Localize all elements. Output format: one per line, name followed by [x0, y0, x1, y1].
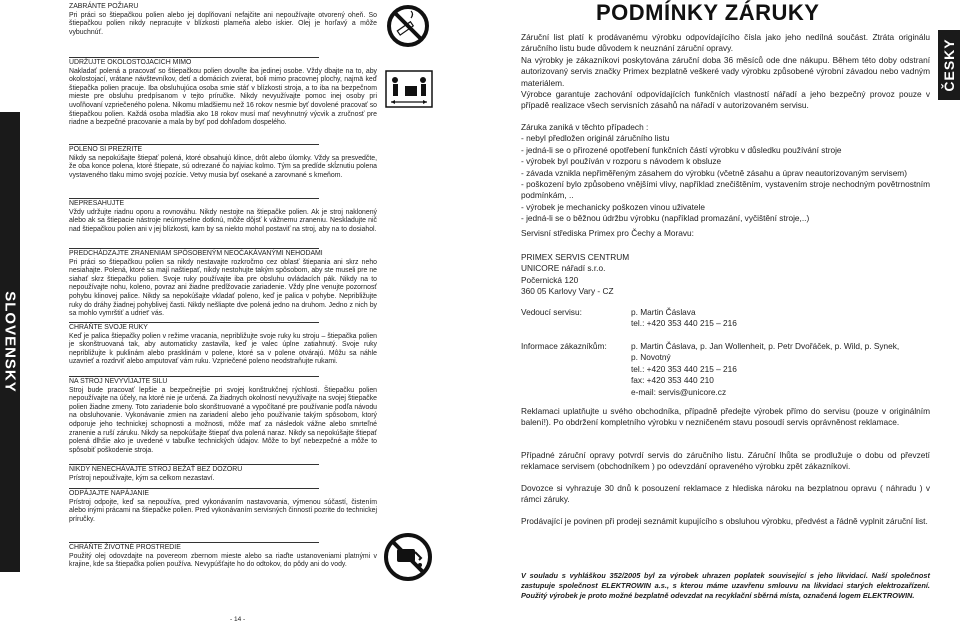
service-head-label: Vedoucí servisu: — [521, 307, 582, 317]
lapse-item: - poškození bylo způsobeno vnějšími vlivy, například znečištěním, vystavením stroje nechodným povětrnostním podmínkám, .. — [521, 179, 930, 201]
lapse-item: - výrobek je mechanicky poškozen vinou uživatele — [521, 201, 706, 212]
divider — [69, 542, 319, 543]
customer-info-value — [631, 341, 899, 398]
warranty-intro — [521, 32, 930, 112]
intro-paragraph: Záruční list platí k prodávanému výrobku odpovídajícího čísla jako jeho nedílná součást. Ztráta originálu záručního listu bude důvodem k neuznání záruční opravy. — [521, 32, 930, 54]
divider — [69, 198, 319, 199]
contact-line: p. Martin Čáslava, p. Jan Wollenheit, p. Petr Dvořáček, p. Wild, p. Synek, — [631, 341, 900, 351]
section-fire — [69, 3, 377, 37]
lapse-item: - závada vznikla nepřiměřeným zásahem do výrobku (včetně zásahu a úprav neautorizovaným servisem) — [521, 167, 907, 178]
section-heading: UDRŽUJTE OKOLOSTOJACICH MIMO — [69, 59, 192, 66]
lapse-heading: Záruka zaniká v těchto případech : — [521, 122, 649, 132]
contact-line: tel.: +420 353 440 215 – 216 — [631, 363, 737, 374]
contact-line: p. Martin Čáslava — [631, 307, 696, 317]
section-unattended — [69, 464, 377, 483]
section-body: Nikdy sa nepokúšajte štiepať polená, ktoré obsahujú klince, drôt alebo úlomky. Vždy sa presvedčte, že oba konce polena, ktoré štiepate, sú odrezané čo najviac kolmo. Tým sa predíde skĺznutiu polena vystaveného tlaku mimo svojej pozície. Vetvy musia byť osekané a zarovnané s kmeňom. — [69, 154, 377, 179]
claims-paragraph: Reklamaci uplatňujte u svého obchodníka, případně předejte výrobek přímo do servisu (pouze v originálním balení!). Po obdržení kompletního výrobku v nezničeném stavu posoudí servis oprávněnost reklamace. — [521, 406, 930, 428]
section-body: Prístroj nepoužívajte, kým sa celkom nezastaví. — [69, 474, 215, 482]
contact-line: fax: +420 353 440 210 — [631, 375, 714, 386]
side-tab-right-label: ČESKY — [941, 38, 957, 92]
recycling-footer: V souladu s vyhláškou 352/2005 byl za výrobek uhrazen poplatek související s jeho likvidací. Naší společnost zastupuje společnost ELEKTROWIN a.s., s kterou máme uzavřenu smlouvu na likvidaci starých elektrozařízení. Použitý výrobek je proto možné bezplatně odevzdat na recyklační sběrná místa, označená logem ELEKTROWIN. — [521, 571, 930, 601]
divider — [69, 322, 319, 323]
section-force — [69, 376, 377, 455]
intro-paragraph: Výrobce garantuje zachování odpovídajících funkčních vlastností nářadí a jeho bezpečný provoz pouze v případě realizace všech servisních zásahů na nářadí v autorizovaném servisu. — [521, 89, 930, 111]
divider — [69, 248, 319, 249]
section-body: Prístroj odpojte, keď sa nepoužíva, pred vykonávaním nastavovania, výmenou súčastí, čistením alebo inými prácami na štiepačke polien. Pred vykonávaním servisných činností pozrite do technickej príručky. — [69, 498, 377, 523]
section-body: Nakladať polená a pracovať so štiepačkou polien dovoľte iba jedinej osobe. Vždy dbajte na to, aby okolostojací, vrátane návštevníkov, detí a domácich zvierat, boli mimo pracovnej plochy, najmä keď štiepačka polien pracuje. Iba obsluhujúca osoba smie stáť v blízkosti stroja, a to iba na bezpečnom mieste pre obsluhu predpísanom v tejto príručke. Nikdy nevyužívajte pomoc inej osoby pri uvoľňovaní vzpriečeného polena. Nikomu mladšiemu než 16 rokov nesmie byť dovolené pracovať so štiepačkou polien. Každá osoba mladšia ako 18 rokov musí mať nevyhnutný výcvik a zručnosť pre riadne a bezpečné pracovanie a mala by byť pod dohľadom dospelého. — [69, 67, 377, 127]
customer-info-label: Informace zákazníkům: — [521, 341, 607, 351]
no-oil-dumping-icon — [383, 532, 433, 582]
lapse-item: - výrobek byl používán v rozporu s návodem k obsluze — [521, 156, 722, 167]
page-title: PODMÍNKY ZÁRUKY — [596, 0, 820, 25]
lapse-item: - jedná-li se o přirozené opotřebení funkčních částí výrobku v důsledku používání stroje — [521, 144, 842, 155]
section-accidents — [69, 248, 377, 319]
section-hands — [69, 322, 377, 367]
lapse-item: - nebyl předložen originál záručního listu — [521, 133, 670, 144]
intro-paragraph: Na výrobky je zákazníkovi poskytována záruční doba 36 měsíců ode dne nákupu. Během této doby odstraní autorizovaný servis značky Primex bezplatně veškeré vady výrobku způsobené výrobní závadou nebo vadným materiálem. — [521, 54, 930, 88]
section-body: Vždy udržujte riadnu oporu a rovnováhu. Nikdy nestojte na štiepačke polien. Ak je stroj naklonený alebo ak sa štiepacie nástroje neúmyselne dotknú, môže dôjsť k vážnemu zraneniu. Neskladujte nič nad štiepačkou polien ani v jej blízkosti, kam by sa niekto mohol postaviť na stroj, aby na to dosiahol. — [69, 208, 377, 233]
service-head-value — [631, 307, 737, 330]
section-body: Pri práci so štiepačkou polien alebo jej doplňovaní nefajčite ani nepoužívajte otvorený oheň. So štiepačkou polien nikdy nepracujte v blízkosti plameňa alebo iskier. Olej je horľavý a môže vybuchnúť. — [69, 11, 377, 36]
address-line: PRIMEX SERVIS CENTRUM — [521, 252, 630, 262]
email-link[interactable]: e-mail: servis@unicore.cz — [631, 386, 727, 397]
section-heading: POLENO SI PREZRITE — [69, 146, 143, 153]
section-bystanders — [69, 57, 377, 128]
section-inspect — [69, 144, 377, 180]
section-body: Použitý olej odovzdajte na povereom zbernom mieste alebo sa riaďte ustanoveniami platnými v krajine, kde sa štiepačka polien používa. Nevypúšťajte ho do odtokov, do pôdy ani do vody. — [69, 552, 377, 569]
section-heading: CHRÁŇTE ŽIVOTNÉ PROSTREDIE — [69, 544, 181, 551]
divider — [69, 488, 319, 489]
section-heading: ZABRÁNTE POŽIARU — [69, 3, 139, 10]
section-disconnect — [69, 488, 377, 524]
bystander-distance-icon — [385, 70, 433, 108]
section-heading: NIKDY NENECHÁVAJTE STROJ BEŽAŤ BEZ DOZORU — [69, 466, 243, 473]
divider — [69, 144, 319, 145]
section-heading: NA STROJ NEVYVÍJAJTE SILU — [69, 378, 168, 385]
address-line: Počernická 120 — [521, 274, 579, 285]
section-overreach — [69, 198, 377, 234]
service-address — [521, 252, 930, 298]
seller-paragraph: Prodávající je povinen při prodeji seznámit kupujícího s obsluhou výrobku, předvést a řádně vyplnit záruční list. — [521, 516, 928, 526]
section-heading: ODPÁJAJTE NAPÁJANIE — [69, 490, 150, 497]
section-heading: PREDCHÁDZAJTE ZRANENIAM SPÔSOBENÝM NEOČAKÁVANÝMI NEHODAMI — [69, 250, 323, 257]
page-number: - 14 - — [230, 616, 246, 623]
section-heading: CHRÁŇTE SVOJE RUKY — [69, 324, 148, 331]
side-tab-left-label: SLOVENSKY — [1, 291, 19, 393]
address-line: UNICORE nářadí s.r.o. — [521, 263, 606, 274]
address-line: 360 05 Karlovy Vary - CZ — [521, 286, 614, 297]
no-smoking-icon — [386, 4, 430, 48]
contact-line: p. Novotný — [631, 352, 671, 363]
repairs-paragraph: Případné záruční opravy potvrdí servis do záručního listu. Záruční lhůta se prodlužuje o dobu od převzetí reklamace servisem (obchodníkem ) po odevzdání opraveného výrobku zpět zákazníkovi. — [521, 450, 930, 472]
section-body: Keď je palica štiepačky polien v režime vracania, nepribližujte svoje ruky ku stroju – štiepačka polien je skonštruovaná tak, aby automaticky zastavila, keď je valec úplne zatiahnutý. Svoje ruky nepribližujte k puklinám alebo prasklinám v polene, ktoré sa v polene otvárajú. Môžu sa náhle uzavrieť a rozdrviť alebo amputovať vám ruku. Vzpriečené poleno neodstraňujte rukami. — [69, 332, 377, 366]
importer-paragraph: Dovozce si vyhrazuje 30 dnů k posouzení reklamace z hlediska nároku na bezplatnou opravu ( náhradu ) v rámci záruky. — [521, 483, 930, 505]
side-tab-slovensky — [0, 112, 20, 572]
service-centers-line: Servisní střediska Primex pro Čechy a Moravu: — [521, 228, 694, 238]
divider — [69, 464, 319, 465]
warranty-lapse — [521, 122, 930, 225]
section-heading: NEPRESAHUJTE — [69, 200, 125, 207]
section-environment — [69, 542, 377, 570]
section-body: Stroj bude pracovať lepšie a bezpečnejšie pri svojej konštrukčnej rýchlosti. Štiepačku polien nepoužívajte na účely, na ktoré nie je určená. Za žiadnych okolností nevyužívajte na svojej štiepačke polien žiadne zmeny. Toto zariadenie bolo skonštruované a vypočítané pre používanie podľa návodu na obsluhovanie. Vykonávanie zmien na zariadení alebo jeho používanie takým spôsobom, ktorý odporuje jeho technickej schopnosti a možnosti, môže mať za následok vážne alebo smrteľné zranenie a ruší záruku. Nikdy sa nepokúšajte štiepať dva polená naraz. Nikdy sa nepokúšajte štiepať polená dlhšie ako je uvedené v tabuľke technických údajov. Môže to byť nebezpečné a môže to spôsobiť poškodenie stroja. — [69, 386, 377, 454]
divider — [69, 376, 319, 377]
divider — [69, 57, 319, 58]
section-body: Pri práci so štiepačkou polien sa nikdy nestavajte rozkročmo cez oblasť štiepania ani skrz neho nesiahajte. Polená, ktoré sa mají naštiepať, nikdy nestohujte takým spôsobom, aby ste museli pre ne siahať skrz štiepačku polien. Svoje ruky používajte iba pre obsluhu ovládacích pák. Nikdy na to nepoužívajte nohu, koleno, povraz ani žiadne predlžovacie zariadenie. Vždy plne venujte pozornosť pohybu klinovej palice. Nikdy sa nepokúšajte vkladať poleno, keď je palica v pohybe. Nepribližujte ruky do dráhy žiadnej pohyblivej časti. Nikdy nešliapte dve polená jedno na druhom. Jedno z nich by sa mohlo vymrštiť a udriet' vás. — [69, 258, 377, 318]
lapse-item: - jedná-li se o běžnou údržbu výrobku (například promazání, vyčištění stroje,..) — [521, 213, 810, 224]
side-tab-cesky — [938, 30, 960, 100]
contact-line: tel.: +420 353 440 215 – 216 — [631, 318, 737, 329]
